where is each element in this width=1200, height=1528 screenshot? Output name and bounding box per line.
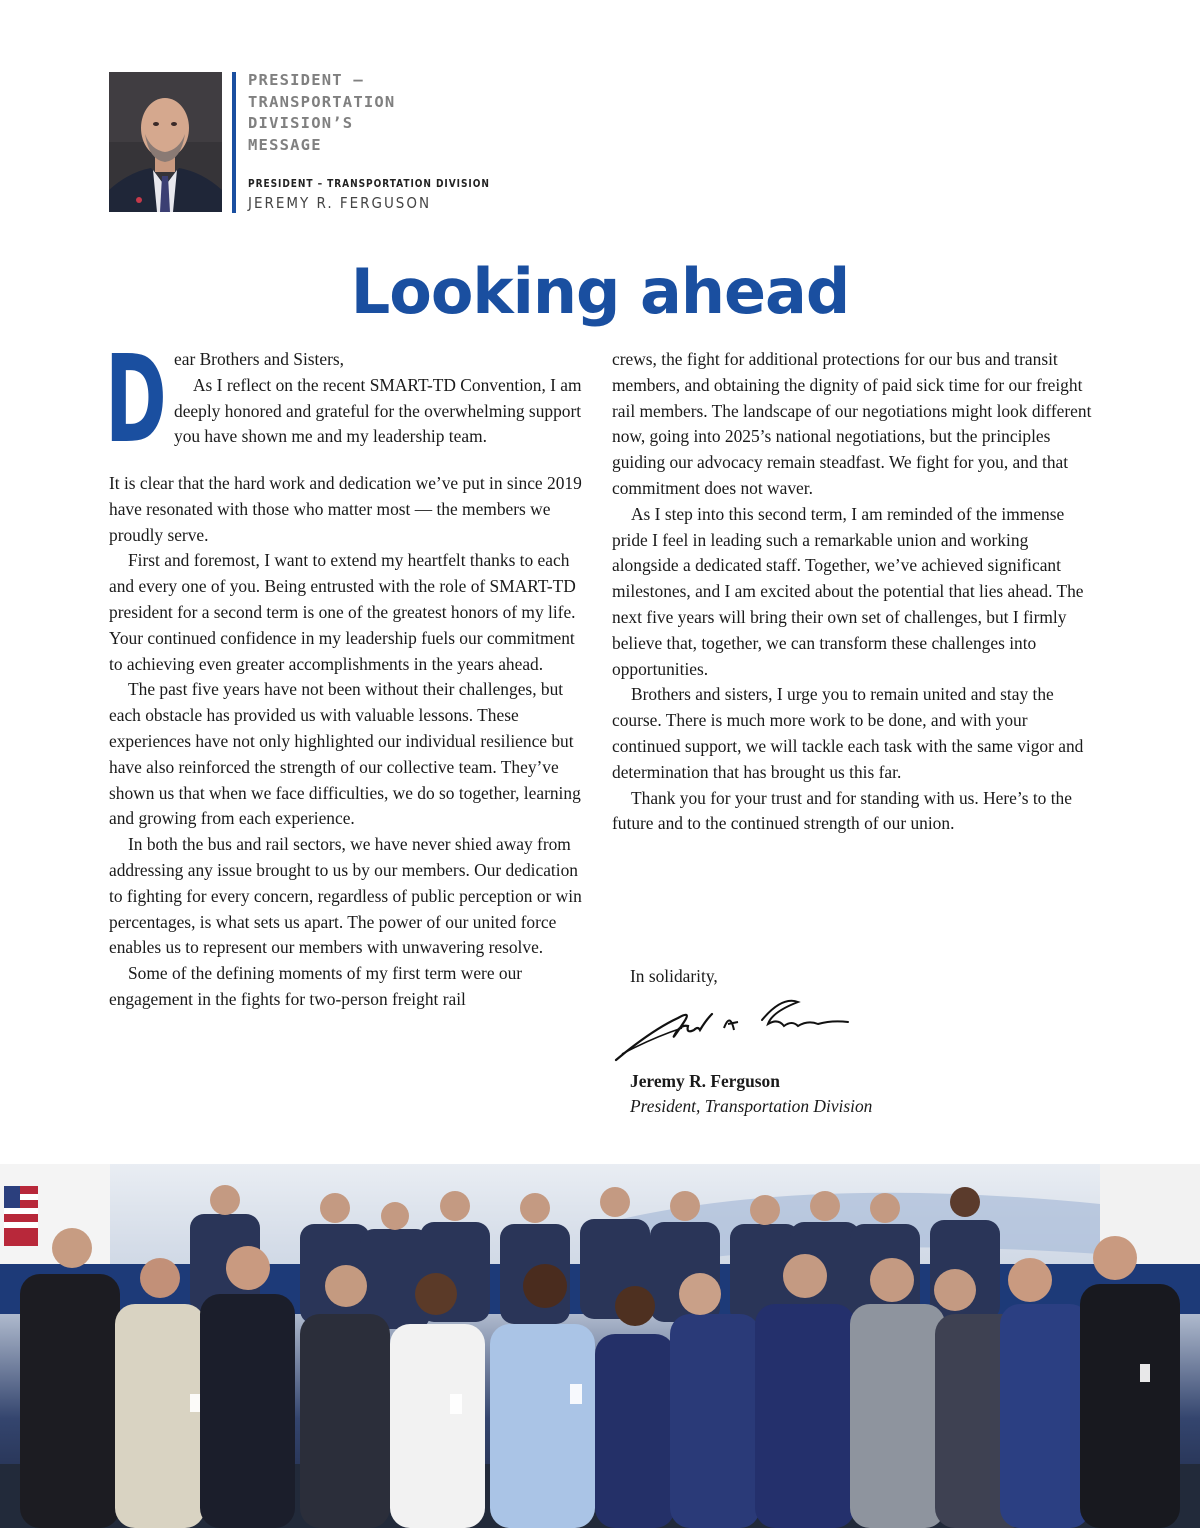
signer-title: President, Transportation Division bbox=[630, 1096, 873, 1116]
paragraph-5-continued: crews, the fight for additional protections for our bus and transit members, and obtaining the dignity of paid sick time for our freight rail members. The landscape of our negotiations might look different now, going into 2025’s national negotiations, but the principles guiding our advocacy remain steadfast. We fight for you, and that commitment does not waver. bbox=[612, 349, 1092, 498]
paragraph-4: In both the bus and rail sectors, we have never shied away from addressing any issue brought to us by our members. Our dedication to fighting for every concern, regardless of public perception or win percentages, is what sets us apart. The power of our united force enables us to represent our members with unwavering resolve. bbox=[109, 834, 582, 958]
article-right-column bbox=[612, 347, 1094, 837]
section-kicker bbox=[248, 70, 478, 156]
paragraph-3: The past five years have not been without their challenges, but each obstacle has provided us with valuable lessons. These experiences have not only highlighted our individual resilience but have also reinforced the strength of our collective team. They’ve shown us that when we face difficulties, we do so together, learning and growing from each experience. bbox=[109, 679, 581, 829]
intro-paragraph: As I reflect on the recent SMART-TD Convention, I am deeply honored and grateful for the overwhelming support you have shown me and my leadership team. bbox=[174, 374, 582, 447]
kicker-line-4: MESSAGE bbox=[248, 135, 322, 154]
paragraph-6: As I step into this second term, I am reminded of the immense pride I feel in leading such a remarkable union and working alongside a dedicated staff. Together, we’ve achieved significant milestones, and I am excited about the potential that lies ahead. The next five years will bring their own set of challenges, but I firmly believe that, together, we can transform these challenges into opportunities. bbox=[612, 503, 1084, 679]
kicker-line-3: DIVISION’S bbox=[248, 114, 354, 132]
article-title: Looking ahead bbox=[350, 255, 850, 328]
salutation: ear Brothers and Sisters, bbox=[174, 349, 345, 369]
closing-line: In solidarity, bbox=[630, 966, 718, 986]
kicker-line-2: TRANSPORTATION bbox=[248, 92, 396, 111]
handwritten-signature bbox=[612, 990, 852, 1070]
signer-name: Jeremy R. Ferguson bbox=[630, 1071, 780, 1091]
paragraph-8: Thank you for your trust and for standing with us. Here’s to the future and to the continued strength of our union. bbox=[612, 787, 1072, 834]
header-accent-bar bbox=[232, 72, 236, 213]
kicker-line-1: PRESIDENT – bbox=[248, 71, 364, 89]
paragraph-5: Some of the defining moments of my first term were our engagement in the fights for two-person freight rail bbox=[109, 963, 523, 1009]
drop-cap: D bbox=[105, 331, 167, 470]
author-name: JEREMY R. FERGUSON bbox=[248, 194, 432, 212]
author-role: PRESIDENT – TRANSPORTATION DIVISION bbox=[248, 178, 490, 190]
group-photo bbox=[0, 1164, 1200, 1528]
paragraph-7: Brothers and sisters, I urge you to remain united and stay the course. There is much more work to be done, and with your continued support, we will tackle each task with the same vigor and determination that has brought us this far. bbox=[612, 684, 1084, 782]
article-left-column bbox=[105, 331, 591, 1013]
intro-paragraph-continued: It is clear that the hard work and dedication we’ve put in since 2019 have resonated with those who matter most — the members we proudly serve. bbox=[109, 473, 582, 545]
intro-block bbox=[109, 347, 591, 450]
author-portrait-photo bbox=[109, 72, 222, 212]
paragraph-2: First and foremost, I want to extend my heartfelt thanks to each and every one of you. Being entrusted with the role of SMART-TD president for a second term is one of the greatest honors of my life. Your continued confidence in my leadership fuels our commitment to achieving even greater accomplishments in the years ahead. bbox=[109, 550, 576, 674]
